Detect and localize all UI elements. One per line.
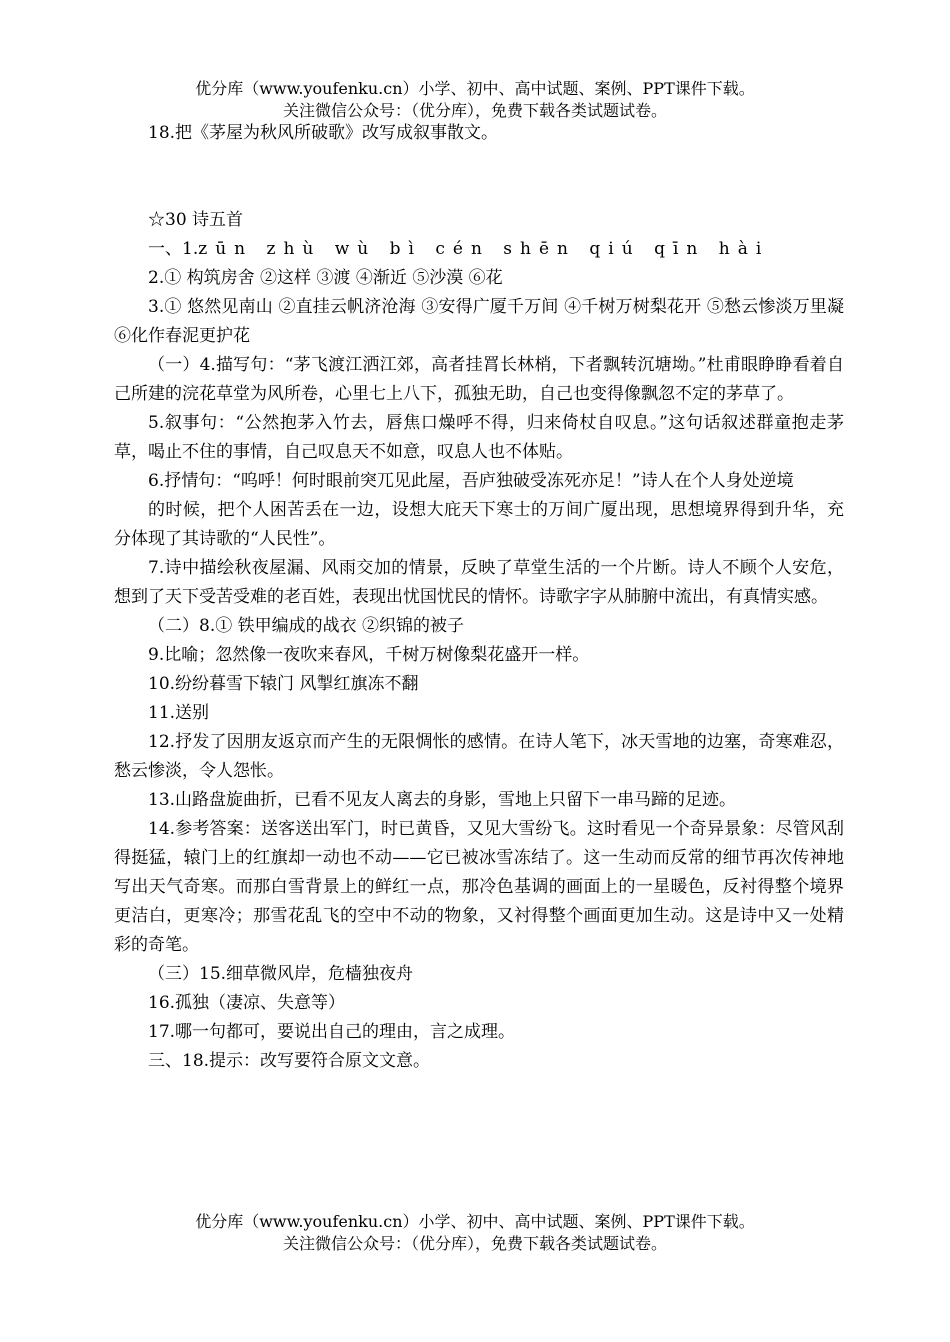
question-18: 18.把《茅屋为秋风所破歌》改写成叙事散文。	[148, 123, 499, 143]
answer-6-part-1: 6.抒情句：“呜呼！何时眼前突兀见此屋，吾庐独破受冻死亦足！”诗人在个人身处逆境	[148, 471, 794, 491]
section-title: ☆30 诗五首	[148, 210, 244, 230]
answer-12: 12.抒发了因朋友返京而产生的无限惆怅的感情。在诗人笔下，冰天雪地的边塞，奇寒难忍，愁云惨淡，令人怨怅。	[114, 732, 844, 781]
answer-9: 9.比喻；忽然像一夜吹来春风，千树万树像梨花盛开一样。	[148, 645, 590, 665]
page-footer	[0, 1211, 950, 1255]
spacer	[114, 148, 844, 206]
answer-7: 7.诗中描绘秋夜屋漏、风雨交加的情景，反映了草堂生活的一个片断。诗人不顾个人安危，想到了天下受苦受难的老百姓，表现出忧国忧民的情怀。诗歌字字从肺腑中流出，有真情实感。	[114, 558, 844, 607]
footer-line-1: 优分库（www.youfenku.cn）小学、初中、高中试题、案例、PPT课件下载。	[195, 1212, 755, 1231]
answer-1	[114, 235, 844, 264]
answer-17: 17.哪一句都可，要说出自己的理由，言之成理。	[148, 1022, 516, 1042]
answer-6-part-2: 的时候，把个人困苦丢在一边，设想大庇天下寒士的万间广厦出现，思想境界得到升华，充分体现了其诗歌的“人民性”。	[114, 500, 844, 549]
footer-line-2: 关注微信公众号：（优分库），免费下载各类试题试卷。	[282, 1234, 667, 1253]
answer-5: 5.叙事句：“公然抱茅入竹去，唇焦口燥呼不得，归来倚杖自叹息。”这句话叙述群童抱走茅草，喝止不住的事情，自己叹息天不如意，叹息人也不体贴。	[114, 413, 844, 462]
answer-3: 3.① 悠然见南山 ②直挂云帆济沧海 ③安得广厦千万间 ④千树万树梨花开 ⑤愁云惨淡万里凝 ⑥化作春泥更护花	[114, 297, 844, 346]
answer-1-pinyin: zūn zhù wù bì cén shēn qiú qīn hài	[198, 239, 770, 259]
answer-18: 三、18.提示：改写要符合原文文意。	[148, 1051, 431, 1071]
answer-13: 13.山路盘旋曲折，已看不见友人离去的身影，雪地上只留下一串马蹄的足迹。	[148, 790, 737, 810]
answer-15: （三）15.细草微风岸，危樯独夜舟	[148, 964, 414, 984]
header-line-2: 关注微信公众号：（优分库），免费下载各类试题试卷。	[282, 101, 667, 120]
answer-10: 10.纷纷暮雪下辕门 风掣红旗冻不翻	[148, 674, 419, 694]
answer-11: 11.送别	[148, 703, 210, 723]
answer-16: 16.孤独（凄凉、失意等）	[148, 993, 346, 1013]
document-body	[114, 119, 844, 1076]
answer-14: 14.参考答案：送客送出军门，时已黄昏，又见大雪纷飞。这时看见一个奇异景象：尽管风刮得挺猛，辕门上的红旗却一动也不动——它已被冰雪冻结了。这一生动而反常的细节再次传神地写出天气奇寒。而那白雪背景上的鲜红一点，那冷色基调的画面上的一星暖色，反衬得整个境界更洁白，更寒冷；那雪花乱飞的空中不动的物象，又衬得整个画面更加生动。这是诗中又一处精彩的奇笔。	[114, 819, 844, 955]
answer-4: （一）4.描写句：“茅飞渡江洒江郊，高者挂罥长林梢，下者飘转沉塘坳。”杜甫眼睁睁看着自己所建的浣花草堂为风所卷，心里七上八下，孤独无助，自己也变得像飘忽不定的茅草了。	[114, 355, 844, 404]
page-header	[0, 78, 950, 122]
answer-1-prefix: 一、1.	[148, 239, 199, 259]
answer-2: 2.① 构筑房舍 ②这样 ③渡 ④渐近 ⑤沙漠 ⑥花	[148, 268, 503, 288]
header-line-1: 优分库（www.youfenku.cn）小学、初中、高中试题、案例、PPT课件下载。	[195, 79, 755, 98]
answer-8: （二）8.① 铁甲编成的战衣 ②织锦的被子	[148, 616, 465, 636]
